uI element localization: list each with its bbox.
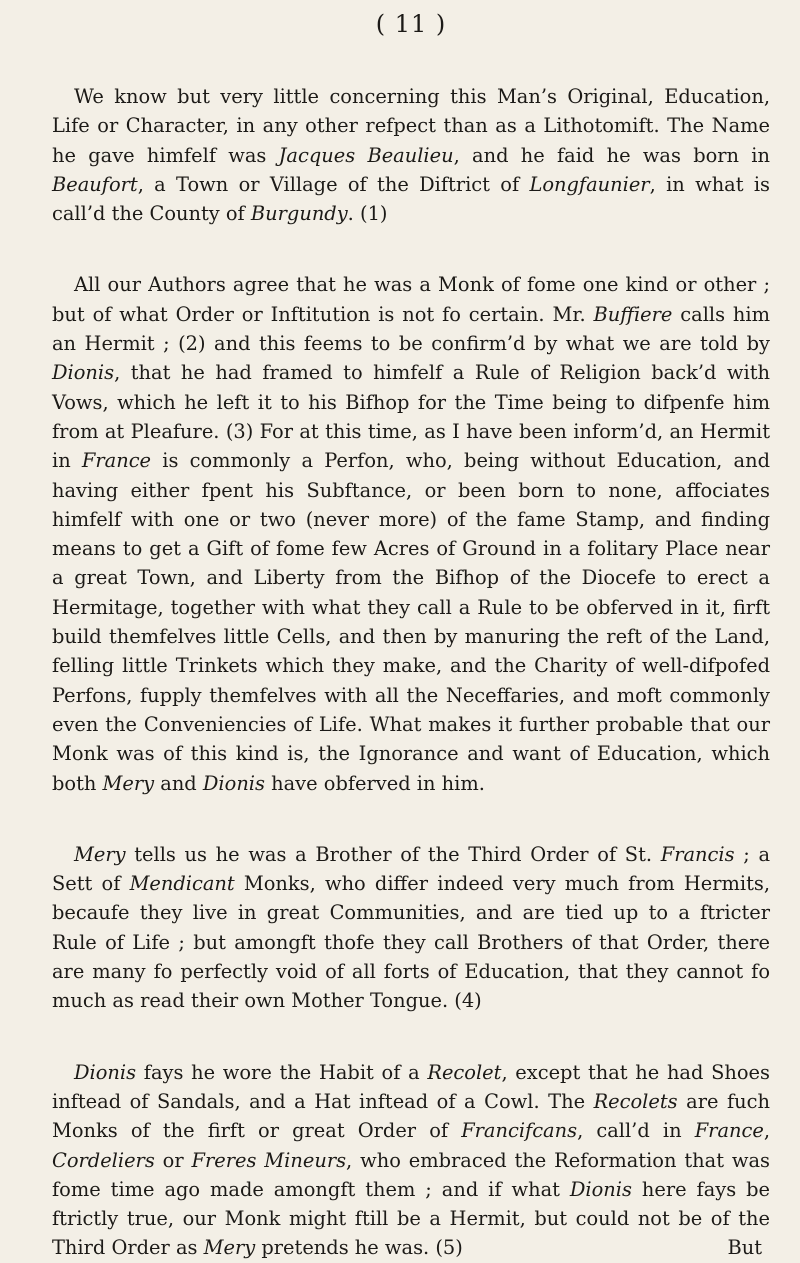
text-run: and bbox=[154, 771, 203, 795]
italic-text: Recolets bbox=[593, 1089, 678, 1113]
text-run: pretends he was. (5) bbox=[255, 1236, 463, 1260]
page-number: ( 11 ) bbox=[375, 10, 447, 38]
italic-text: Mery bbox=[102, 771, 155, 795]
italic-text: Mery bbox=[203, 1236, 256, 1260]
italic-text: Longfaunier bbox=[529, 172, 650, 196]
paragraph-3 bbox=[52, 840, 770, 1016]
italic-text: France bbox=[81, 449, 152, 473]
text-run: , except that he had Shoes inftead of Sandals, and a Hat inftead of a Cowl. The bbox=[52, 1060, 770, 1113]
text-run: All our Authors agree that he was a Monk of fome one kind or other ; but of what Order or Inftitution is not fo certain. Mr. bbox=[52, 273, 770, 326]
text-run: , a Town or Village of the Diftrict of bbox=[137, 172, 530, 196]
italic-text: Buffiere bbox=[593, 302, 673, 326]
italic-text: Francis bbox=[660, 842, 735, 866]
text-run: or bbox=[154, 1148, 192, 1172]
italic-text: Dionis bbox=[52, 361, 115, 385]
text-run: , and he faid he was born in bbox=[453, 143, 770, 167]
text-run: tells us he was a Brother of the Third Order of St. bbox=[125, 842, 661, 866]
italic-text: Dionis bbox=[74, 1060, 137, 1084]
text-run: . (1) bbox=[347, 202, 388, 226]
text-run: , in what is call’d the County of bbox=[52, 172, 771, 226]
text-run: , call’d in bbox=[577, 1119, 695, 1143]
italic-text: Mery bbox=[74, 842, 126, 866]
paragraph-4 bbox=[52, 1058, 770, 1263]
text-run: We know but very little concerning this Man’s Original, Education, Life or Character, in any other refpect than as a Lithotomift. The Name he gave himfelf was bbox=[52, 85, 770, 167]
text-run: have obferved in him. bbox=[264, 771, 485, 795]
paragraph-1 bbox=[52, 82, 770, 228]
italic-text: Cordeliers bbox=[52, 1148, 155, 1172]
italic-text: Burgundy bbox=[250, 202, 348, 226]
text-run: , who embraced the Reformation that was fome time ago made amongft them ; and if what bbox=[52, 1148, 770, 1201]
italic-text: France bbox=[694, 1119, 764, 1143]
text-run: here fays be ftrictly true, our Monk might ftill be a Hermit, but could not be of the Third Order as bbox=[52, 1177, 771, 1260]
text-run: Monks, who differ indeed very much from Hermits, becaufe they live in great Communities, and are tied up to a ftricter Rule of Life ; but amongft thofe they call Brothers of that Order, there are many fo perfectly void of all forts of Education, that they cannot fo much as read their own Mother Tongue. (4) bbox=[52, 872, 770, 1013]
italic-text: Francifcans bbox=[461, 1119, 578, 1143]
italic-text: Dionis bbox=[202, 771, 265, 795]
text-run: are fuch Monks of the firft or great Order of bbox=[52, 1089, 770, 1143]
italic-text: Recolet bbox=[427, 1060, 502, 1084]
paragraph-2 bbox=[52, 270, 770, 797]
catchword: But bbox=[727, 1236, 762, 1260]
text-run: calls him an Hermit ; (2) and this feems to be confirm’d by what we are told by bbox=[52, 302, 770, 356]
text-run: is commonly a Perfon, who, being without Education, and having either fpent his Subftance, or been born to none, affociates himfelf with one or two (never more) of the fame Stamp, and finding means to get a Gift of fome few Acres of Ground in a folitary Place near a great Town, and Liberty from the Bifhop of the Diocefe to erect a Hermitage, together with what they call a Rule to be obferved in it, firft build themfelves little Cells, and then by manuring the reft of the Land, felling little Trinkets which they make, and the Charity of well-difpofed Perfons, fupply themfelves with all the Neceffaries, and moft commonly even the Conveniencies of Life. What makes it further probable that our Monk was of this kind is, the Ignorance and want of Education, which both bbox=[52, 449, 770, 795]
italic-text: Dionis bbox=[569, 1177, 632, 1201]
text-run: , bbox=[763, 1119, 770, 1143]
text-run: ; a Sett of bbox=[52, 842, 770, 896]
italic-text: Jacques Beaulieu bbox=[278, 143, 454, 167]
text-run: fays he wore the Habit of a bbox=[136, 1060, 428, 1084]
italic-text: Freres Mineurs bbox=[191, 1148, 347, 1172]
text-run: , that he had framed to himfelf a Rule of Religion back’d with Vows, which he left it to his Bifhop for the Time being to difpenfe him from at Pleafure. (3) For at this time, as I have been inform’d, an Hermit in bbox=[52, 361, 770, 473]
italic-text: Beaufort bbox=[52, 172, 138, 196]
italic-text: Mendicant bbox=[129, 872, 235, 896]
